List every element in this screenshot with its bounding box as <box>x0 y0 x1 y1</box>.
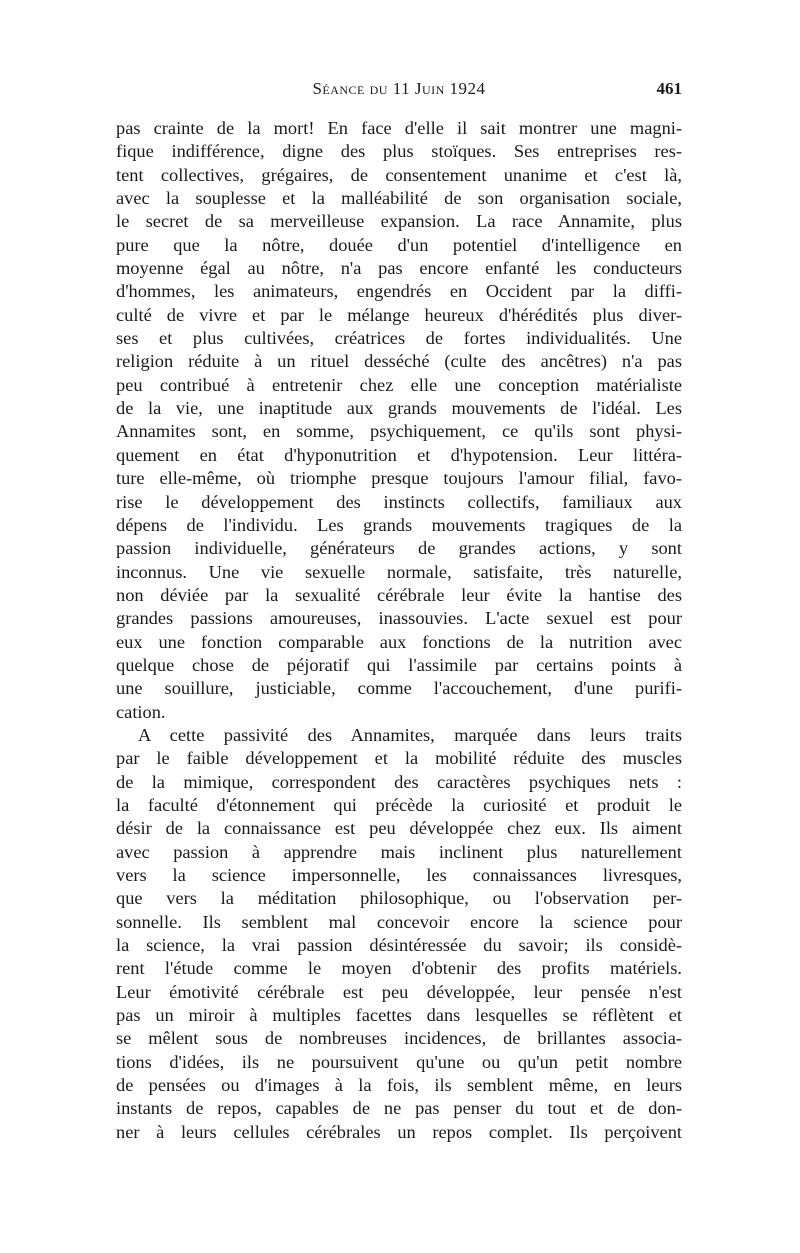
text-line: eux une fonction comparable aux fonctions de la nutrition avec <box>116 631 682 652</box>
text-line: culté de vivre et par le mélange heureux d'hérédités plus diver- <box>116 304 682 325</box>
text-line: de pensées ou d'images à la fois, ils semblent même, en leurs <box>116 1075 682 1096</box>
text-line: pas un miroir à multiples facettes dans lesquelles se réflètent et <box>116 1005 682 1026</box>
text-line: ses et plus cultivées, créatrices de fortes individualités. Une <box>116 328 682 349</box>
text-line: par le faible développement et la mobilité réduite des muscles <box>116 748 682 769</box>
text-line: le secret de sa merveilleuse expansion. La race Annamite, plus <box>116 211 682 232</box>
text-line: non déviée par la sexualité cérébrale leur évite la hantise des <box>116 584 682 605</box>
text-line: la science, la vrai passion désintéressée du savoir; ils considè- <box>116 935 682 956</box>
text-line: une souillure, justiciable, comme l'accouchement, d'une purifi- <box>116 678 682 699</box>
text-line: A cette passivité des Annamites, marquée dans leurs traits <box>138 724 682 745</box>
text-line: désir de la connaissance est peu développée chez eux. Ils aiment <box>116 818 682 839</box>
page-number: 461 <box>656 79 682 98</box>
text-line: Annamites sont, en somme, psychiquement, ce qu'ils sont physi- <box>116 421 682 442</box>
text-line: tent collectives, grégaires, de consentement unanime et c'est là, <box>116 164 682 185</box>
text-line: pas crainte de la mort! En face d'elle il sait montrer une magni- <box>116 118 682 138</box>
text-line: la faculté d'étonnement qui précède la curiosité et produit le <box>116 794 682 815</box>
text-line: se mêlent sous de nombreuses incidences, de brillantes associa- <box>116 1028 682 1049</box>
body-text <box>116 117 682 1144</box>
text-line: ture elle-même, où triomphe presque toujours l'amour filial, favo- <box>116 468 682 489</box>
text-line: d'hommes, les animateurs, engendrés en Occident par la diffi- <box>116 281 682 302</box>
text-line: religion réduite à un rituel desséché (culte des ancêtres) n'a pas <box>116 351 682 372</box>
text-line: quement en état d'hyponutrition et d'hypotension. Leur littéra- <box>116 444 682 465</box>
text-line: pure que la nôtre, douée d'un potentiel d'intelligence en <box>116 234 682 255</box>
text-line: Leur émotivité cérébrale est peu développée, leur pensée n'est <box>116 981 682 1002</box>
text-line: fique indifférence, digne des plus stoïques. Ses entreprises res- <box>116 141 682 162</box>
text-line: dépens de l'individu. Les grands mouvements tragiques de la <box>116 514 682 535</box>
text-line: que vers la méditation philosophique, ou l'observation per- <box>116 888 682 909</box>
text-line: vers la science impersonnelle, les connaissances livresques, <box>116 865 682 885</box>
text-line: inconnus. Une vie sexuelle normale, satisfaite, très naturelle, <box>116 561 682 582</box>
text-line: de la mimique, correspondent des caractères psychiques nets : <box>116 771 682 792</box>
text-line: instants de repos, capables de ne pas penser du tout et de don- <box>116 1098 682 1119</box>
running-head <box>116 74 682 104</box>
text-line: passion individuelle, générateurs de grandes actions, y sont <box>116 538 682 559</box>
running-title: Séance du 11 Juin 1924 <box>312 79 486 98</box>
text-line: ner à leurs cellules cérébrales un repos complet. Ils perçoivent <box>116 1121 682 1142</box>
text-line: grandes passions amoureuses, inassouvies. L'acte sexuel est pour <box>116 608 682 629</box>
text-line: avec la souplesse et la malléabilité de son organisation sociale, <box>116 188 682 209</box>
text-line: tions d'idées, ils ne poursuivent qu'une ou qu'un petit nombre <box>116 1051 682 1072</box>
text-line: peu contribué à entretenir chez elle une conception matérialiste <box>116 374 682 395</box>
text-line: moyenne égal au nôtre, n'a pas encore enfanté les conducteurs <box>116 258 682 279</box>
text-line: sonnelle. Ils semblent mal concevoir encore la science pour <box>116 911 682 932</box>
text-line: de la vie, une inaptitude aux grands mouvements de l'idéal. Les <box>116 398 682 419</box>
text-line: avec passion à apprendre mais inclinent plus naturellement <box>116 841 682 862</box>
text-line: rent l'étude comme le moyen d'obtenir des profits matériels. <box>116 958 682 979</box>
text-line: cation. <box>116 701 166 722</box>
text-line: rise le développement des instincts collectifs, familiaux aux <box>116 491 682 512</box>
text-line: quelque chose de péjoratif qui l'assimile par certains points à <box>116 654 682 675</box>
